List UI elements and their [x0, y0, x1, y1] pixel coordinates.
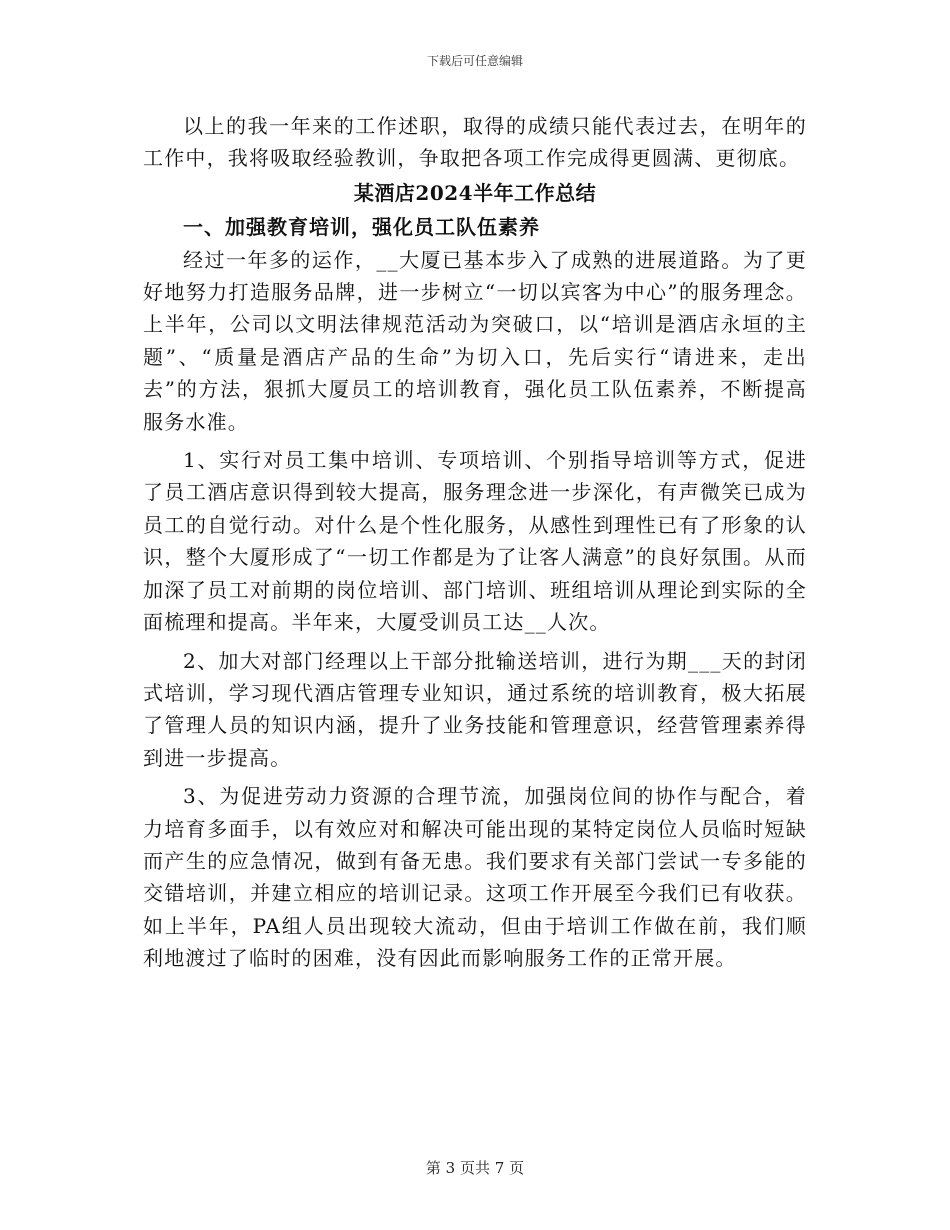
section-heading: 一、加强教育培训，强化员工队伍素养 — [183, 215, 540, 240]
list-item-2: 2、加大对部门经理以上干部分批输送培训，进行为期___天的封闭式培训，学习现代酒店管理专业知识，通过系统的培训教育，极大拓展了管理人员的知识内涵，提升了业务技能和管理意识，经营管理素养得到进一步提高。 — [143, 648, 807, 770]
list-item-1: 1、实行对员工集中培训、专项培训、个别指导培训等方式，促进了员工酒店意识得到较大提高，服务理念进一步深化，有声微笑已成为员工的自觉行动。对什么是个性化服务，从感性到理性已有了形象的认识，整个大厦形成了“一切工作都是为了让客人满意”的良好氛围。从而加深了员工对前期的岗位培训、部门培训、班组培训从理论到实际的全面梳理和提高。半年来，大厦受训员工达__人次。 — [143, 448, 807, 635]
page-header: 下载后可任意编辑 — [426, 54, 523, 68]
document-body — [143, 110, 807, 975]
intro-paragraph: 以上的我一年来的工作述职，取得的成绩只能代表过去，在明年的工作中，我将吸取经验教训，争取把各项工作完成得更圆满、更彻底。 — [143, 114, 807, 171]
document-title: 某酒店2024半年工作总结 — [353, 180, 597, 205]
list-item-3: 3、为促进劳动力资源的合理节流，加强岗位间的协作与配合，着力培育多面手，以有效应对和解决可能出现的某特定岗位人员临时短缺而产生的应急情况，做到有备无患。我们要求有关部门尝试一专多能的交错培训，并建立相应的培训记录。这项工作开展至今我们已有收获。如上半年，PA组人员出现较大流动，但由于培训工作做在前，我们顺利地渡过了临时的困难，没有因此而影响服务工作的正常开展。 — [143, 784, 807, 971]
section-paragraph: 经过一年多的运作，__大厦已基本步入了成熟的进展道路。为了更好地努力打造服务品牌，进一步树立“一切以宾客为中心”的服务理念。上半年，公司以文明法律规范活动为突破口，以“培训是酒店永垣的主题”、“质量是酒店产品的生命”为切入口，先后实行“请进来，走出去”的方法，狠抓大厦员工的培训教育，强化员工队伍素养，不断提高服务水准。 — [143, 247, 807, 434]
page-footer: 第 3 页共 7 页 — [425, 1159, 525, 1177]
